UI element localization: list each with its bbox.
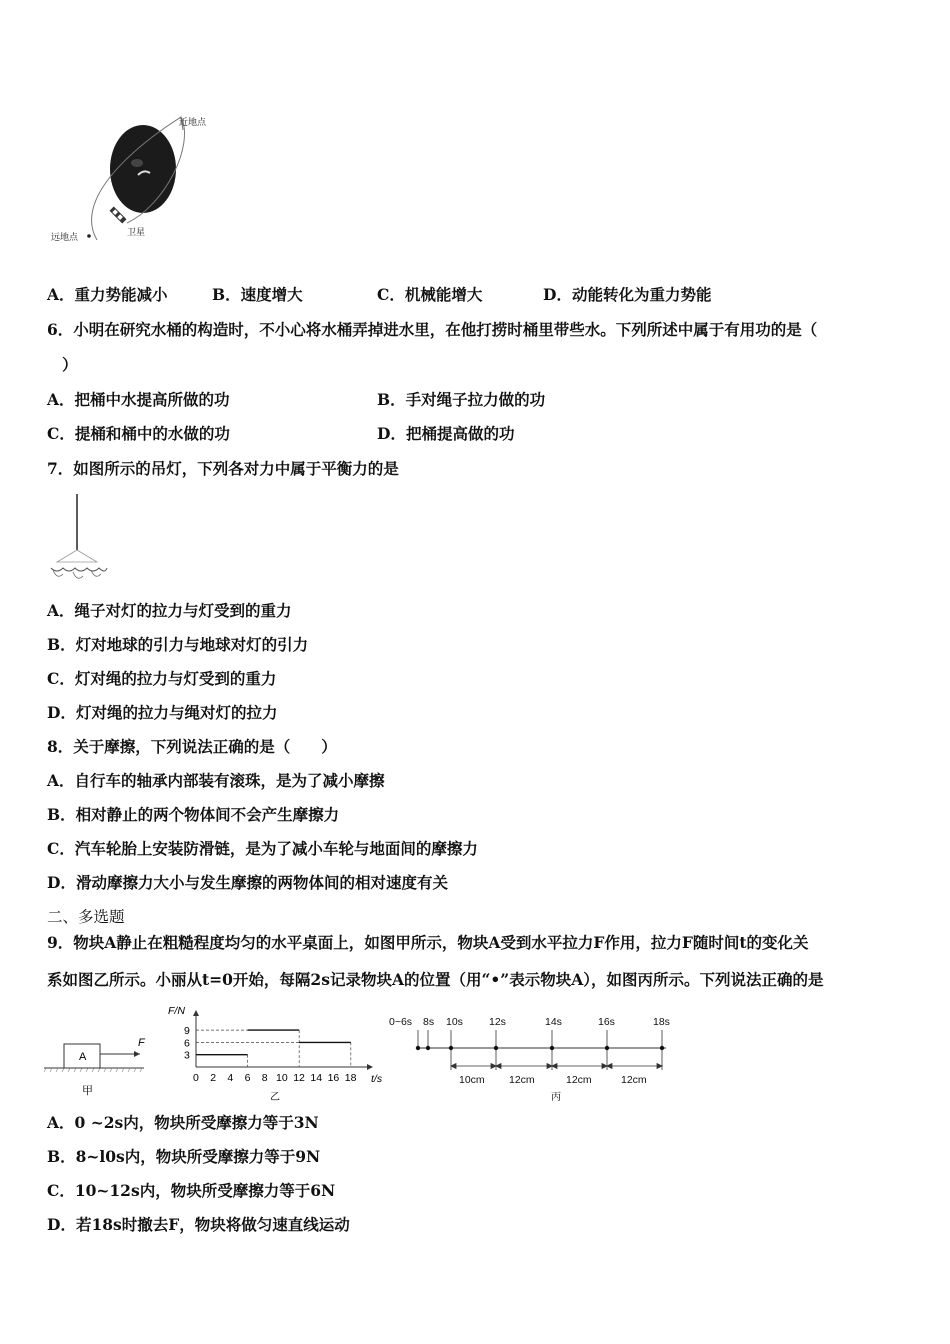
time-label-10s: 10s bbox=[446, 1016, 463, 1028]
q6-stem-end: ） bbox=[62, 355, 78, 374]
q6-option-c: C．提桶和桶中的水做的功 bbox=[47, 424, 230, 443]
x-tick-label: 14 bbox=[310, 1072, 323, 1084]
satellite-label: 卫星 bbox=[127, 227, 146, 237]
q8-option-b: B．相对静止的两个物体间不会产生摩擦力 bbox=[47, 805, 340, 824]
x-tick-label: 18 bbox=[344, 1072, 357, 1084]
q9-option-a: A．0 ~2s内，物块所受摩擦力等于3N bbox=[47, 1113, 319, 1132]
x-tick-label: 2 bbox=[210, 1072, 217, 1084]
q7-stem: 7．如图所示的吊灯，下列各对力中属于平衡力的是 bbox=[47, 459, 399, 478]
chandelier-figure bbox=[45, 494, 111, 588]
y-axis-label: F/N bbox=[168, 1005, 185, 1017]
position-dot bbox=[416, 1046, 420, 1050]
position-dot bbox=[494, 1046, 498, 1050]
apogee-point bbox=[87, 234, 91, 238]
y-tick-label: 9 bbox=[184, 1025, 190, 1038]
position-dot bbox=[605, 1046, 609, 1050]
x-tick-label: 6 bbox=[244, 1072, 251, 1084]
x-tick-label: 12 bbox=[293, 1072, 305, 1084]
distance-label-3: 12cm bbox=[566, 1074, 592, 1086]
position-dot bbox=[426, 1046, 430, 1050]
position-dot bbox=[550, 1046, 554, 1050]
force-time-chart bbox=[160, 1004, 395, 1102]
distance-label-1: 10cm bbox=[459, 1074, 485, 1086]
q7-option-c: C．灯对绳的拉力与灯受到的重力 bbox=[47, 669, 277, 688]
apogee-label: 远地点 bbox=[51, 232, 79, 242]
q7-option-b: B．灯对地球的引力与地球对灯的引力 bbox=[47, 635, 309, 654]
q9-stem-line2: 系如图乙所示。小丽从t=0开始，每隔2s记录物块A的位置（用“•”表示物块A），如图丙所示。下列说法正确的是 bbox=[47, 970, 824, 989]
x-tick-label: 8 bbox=[261, 1072, 268, 1084]
time-label-8s: 8s bbox=[423, 1016, 435, 1028]
q8-stem: 8．关于摩擦，下列说法正确的是（ ） bbox=[47, 737, 337, 756]
q5-option-b: B．速度增大 bbox=[212, 285, 303, 304]
q5-option-d: D．动能转化为重力势能 bbox=[543, 285, 712, 304]
q9-option-d: D．若18s时撤去F，物块将做匀速直线运动 bbox=[47, 1215, 350, 1234]
q9-option-c: C．10~12s内，物块所受摩擦力等于6N bbox=[47, 1181, 336, 1200]
time-label-16s: 16s bbox=[598, 1016, 615, 1028]
time-label-0-6s: 0~6s bbox=[389, 1016, 413, 1028]
q6-option-a: A．把桶中水提高所做的功 bbox=[47, 390, 230, 409]
earth bbox=[110, 125, 176, 213]
q7-option-d: D．灯对绳的拉力与绳对灯的拉力 bbox=[47, 703, 278, 722]
q7-option-a: A．绳子对灯的拉力与灯受到的重力 bbox=[47, 601, 292, 620]
q8-option-d: D．滑动摩擦力大小与发生摩擦的两物体间的相对速度有关 bbox=[47, 873, 448, 892]
y-tick-label: 3 bbox=[184, 1049, 190, 1062]
q9-stem-line1: 9．物块A静止在粗糙程度均匀的水平桌面上，如图甲所示，物块A受到水平拉力F作用，拉力F随时间t的变化关 bbox=[47, 933, 809, 952]
q5-option-a: A．重力势能减小 bbox=[47, 285, 168, 304]
time-label-14s: 14s bbox=[545, 1016, 562, 1028]
position-dot bbox=[660, 1046, 664, 1050]
x-tick-label: 10 bbox=[276, 1072, 288, 1084]
distance-label-2: 12cm bbox=[509, 1074, 535, 1086]
q8-option-c: C．汽车轮胎上安装防滑链，是为了减小车轮与地面间的摩擦力 bbox=[47, 839, 478, 858]
q9-option-b: B．8~l0s内，物块所受摩擦力等于9N bbox=[47, 1147, 321, 1166]
satellite-orbit-figure bbox=[45, 105, 225, 255]
figure-jia bbox=[44, 1030, 159, 1105]
x-tick-label: 0 bbox=[193, 1072, 199, 1084]
caption-yi: 乙 bbox=[270, 1092, 280, 1102]
satellite-icon bbox=[110, 207, 127, 224]
q8-option-a: A．自行车的轴承内部装有滚珠，是为了减小摩擦 bbox=[47, 771, 385, 790]
distance-label-4: 12cm bbox=[621, 1074, 647, 1086]
x-tick-label: 16 bbox=[327, 1072, 340, 1084]
y-tick-label: 6 bbox=[184, 1037, 190, 1050]
section-title: 二、多选题 bbox=[47, 908, 125, 926]
figure-bing bbox=[385, 1010, 685, 1102]
force-label: F bbox=[138, 1037, 145, 1049]
x-axis-label: t/s bbox=[371, 1073, 383, 1085]
time-label-18s: 18s bbox=[653, 1016, 670, 1028]
q6-option-b: B．手对绳子拉力做的功 bbox=[377, 390, 546, 409]
block-a-label: A bbox=[79, 1051, 87, 1063]
time-label-12s: 12s bbox=[489, 1016, 506, 1028]
caption-bing: 丙 bbox=[551, 1092, 561, 1102]
caption-jia: 甲 bbox=[82, 1085, 93, 1097]
position-dot bbox=[449, 1046, 453, 1050]
perigee-label: 近地点 bbox=[179, 117, 207, 127]
x-tick-label: 4 bbox=[227, 1072, 234, 1084]
q6-stem: 6．小明在研究水桶的构造时，不小心将水桶弄掉进水里，在他打捞时桶里带些水。下列所述中属于有用功的是（ bbox=[47, 320, 818, 339]
q6-option-d: D．把桶提高做的功 bbox=[377, 424, 515, 443]
q5-option-c: C．机械能增大 bbox=[377, 285, 483, 304]
